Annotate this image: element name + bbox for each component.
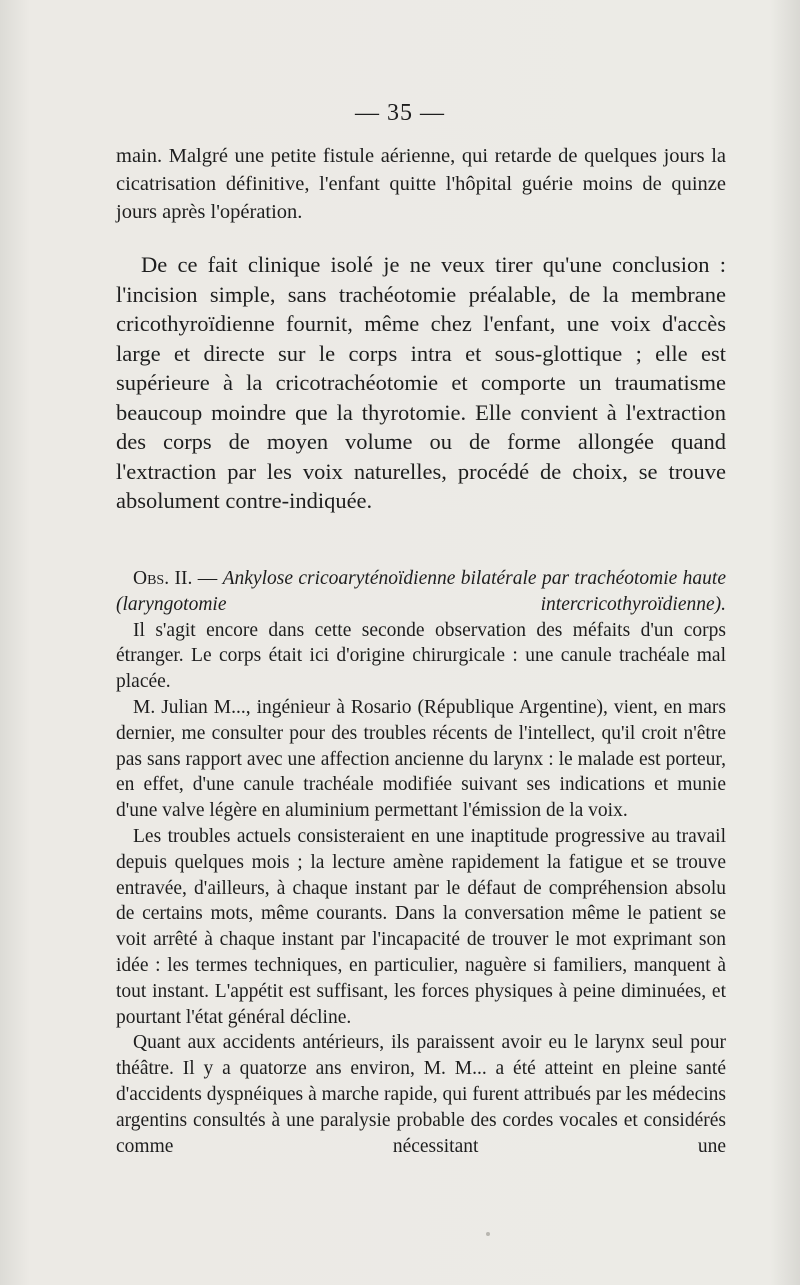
observation-paragraph: Quant aux accidents antérieurs, ils paraissent avoir eu le larynx seul pour théâtre. Il y a quatorze ans environ, M. M... a été atteint en pleine santé d'accidents dyspnéiques à marche rapide, qui furent attribués par les médecins argentins consultés à une paralysie probable des cordes vocales et considérés comme nécessitant une [116, 1032, 726, 1157]
paragraph-text: De ce fait clinique isolé je ne veux tirer qu'une conclusion : l'incision simple, sans trachéotomie préalable, de la membrane cricothyroïdienne fournit, même chez l'enfant, une voix d'accès large et directe sur le corps intra et sous-glottique ; elle est supérieure à la cricotrachéotomie et comporte un traumatisme beaucoup moindre que la thyrotomie. Elle convient à l'extraction des corps de moyen volume ou de forme allongée quand l'extraction par les voix naturelles, procédé de choix, se trouve absolument contre-indiquée. [116, 252, 726, 513]
observation-section [116, 566, 726, 1159]
paragraph-text: main. Malgré une petite fistule aérienne, qui retarde de quelques jours la cicatrisation définitive, l'enfant quitte l'hôpital guérie moins de quinze jours après l'opération. [116, 145, 726, 223]
conclusion-paragraph [116, 250, 726, 516]
observation-label: Obs. II. — [133, 568, 218, 589]
observation-paragraph: Il s'agit encore dans cette seconde observation des méfaits d'un corps étranger. Le corps était ici d'origine chirurgicale : une canule trachéale mal placée. [116, 619, 726, 693]
paper-spot [486, 1232, 490, 1236]
continuation-paragraph [116, 142, 726, 226]
observation-heading [116, 566, 726, 618]
observation-paragraph: Les troubles actuels consisteraient en une inaptitude progressive au travail depuis quelques mois ; la lecture amène rapidement la fatigue et se trouve entravée, d'ailleurs, à chaque instant par le défaut de compréhension absolu de certains mots, même courants. Dans la conversation même le patient se voit arrêté à chaque instant par l'incapacité de trouver le mot exprimant son idée : les termes techniques, en particulier, naguère si familiers, manquent à tout instant. L'appétit est suffisant, les forces physiques à peine diminuées, et pourtant l'état général décline. [116, 825, 726, 1028]
page-number: — 35 — [355, 100, 445, 126]
observation-paragraph: M. Julian M..., ingénieur à Rosario (République Argentine), vient, en mars dernier, me consulter pour des troubles récents de l'intellect, qu'il croit n'être pas sans rapport avec une affection ancienne du larynx : le malade est porteur, en effet, d'une canule trachéale modifiée suivant ses indications et munie d'une valve légère en aluminium permettant l'émission de la voix. [116, 696, 726, 822]
observation-title: Ankylose cricoaryténoïdienne bilatérale par trachéotomie haute (laryngotomie intercricothyroïdienne). [116, 568, 727, 615]
